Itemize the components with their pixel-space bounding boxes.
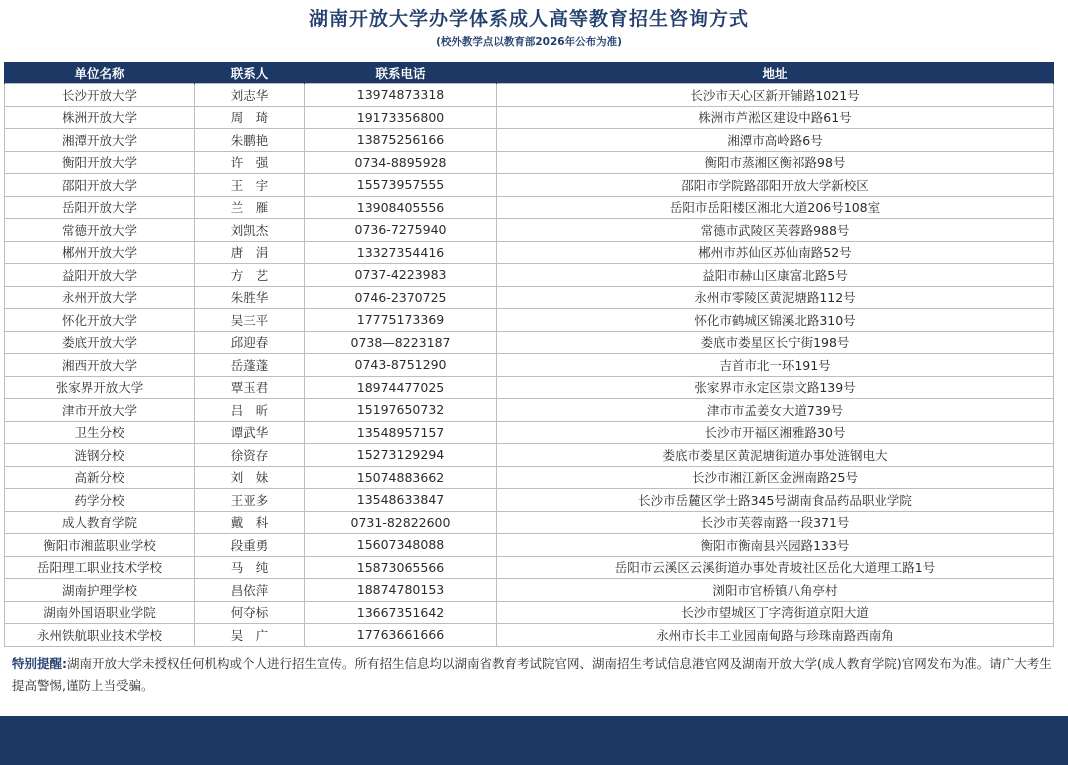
table-row: [5, 219, 1054, 242]
unit-name-cell: 衡阳开放大学: [5, 151, 195, 174]
address-cell: 娄底市娄星区长宁街198号: [497, 331, 1054, 354]
contact-person-cell: 吴三平: [195, 309, 305, 332]
table-row: [5, 174, 1054, 197]
phone-cell: 18974477025: [305, 376, 497, 399]
phone-cell: 15273129294: [305, 444, 497, 467]
table-row: [5, 601, 1054, 624]
contact-person-cell: 覃玉君: [195, 376, 305, 399]
contacts-table: [4, 62, 1054, 647]
phone-cell: 15074883662: [305, 466, 497, 489]
phone-cell: 13908405556: [305, 196, 497, 219]
phone-cell: 0736-7275940: [305, 219, 497, 242]
address-cell: 怀化市鹤城区锦溪北路310号: [497, 309, 1054, 332]
column-header-address: 地址: [497, 62, 1054, 84]
phone-cell: 19173356800: [305, 106, 497, 129]
phone-cell: 15197650732: [305, 399, 497, 422]
contact-person-cell: 戴 科: [195, 511, 305, 534]
contact-person-cell: 邱迎春: [195, 331, 305, 354]
phone-cell: 13327354416: [305, 241, 497, 264]
table-row: [5, 241, 1054, 264]
table-row: [5, 534, 1054, 557]
contact-person-cell: 吴 广: [195, 624, 305, 647]
contact-person-cell: 昌依萍: [195, 579, 305, 602]
address-cell: 吉首市北一环191号: [497, 354, 1054, 377]
phone-cell: 15607348088: [305, 534, 497, 557]
address-cell: 益阳市赫山区康富北路5号: [497, 264, 1054, 287]
contact-person-cell: 许 强: [195, 151, 305, 174]
column-header-unit: 单位名称: [5, 62, 195, 84]
phone-cell: 17775173369: [305, 309, 497, 332]
unit-name-cell: 永州开放大学: [5, 286, 195, 309]
table-row: [5, 331, 1054, 354]
unit-name-cell: 湘潭开放大学: [5, 129, 195, 152]
table-row: [5, 399, 1054, 422]
unit-name-cell: 岳阳开放大学: [5, 196, 195, 219]
contact-person-cell: 吕 昕: [195, 399, 305, 422]
phone-cell: 0737-4223983: [305, 264, 497, 287]
phone-cell: 13667351642: [305, 601, 497, 624]
notice-label: 特别提醒:: [12, 656, 67, 671]
footer-band: [0, 716, 1068, 765]
table-row: [5, 196, 1054, 219]
unit-name-cell: 涟钢分校: [5, 444, 195, 467]
unit-name-cell: 永州铁航职业技术学校: [5, 624, 195, 647]
unit-name-cell: 益阳开放大学: [5, 264, 195, 287]
unit-name-cell: 衡阳市湘蓝职业学校: [5, 534, 195, 557]
address-cell: 长沙市岳麓区学士路345号湖南食品药品职业学院: [497, 489, 1054, 512]
column-header-phone: 联系电话: [305, 62, 497, 84]
contact-person-cell: 朱胜华: [195, 286, 305, 309]
unit-name-cell: 常德开放大学: [5, 219, 195, 242]
address-cell: 衡阳市衡南县兴园路133号: [497, 534, 1054, 557]
contact-person-cell: 王 宇: [195, 174, 305, 197]
table-row: [5, 579, 1054, 602]
unit-name-cell: 张家界开放大学: [5, 376, 195, 399]
phone-cell: 13548633847: [305, 489, 497, 512]
notice-text: 湖南开放大学未授权任何机构或个人进行招生宣传。所有招生信息均以湖南省教育考试院官网、湖南招生考试信息港官网及湖南开放大学(成人教育学院)官网发布为准。请广大考生提高警惕,谨防上当受骗。: [12, 656, 1052, 693]
page-title: 湖南开放大学办学体系成人高等教育招生咨询方式: [308, 8, 749, 30]
address-cell: 长沙市芙蓉南路一段371号: [497, 511, 1054, 534]
table-row: [5, 286, 1054, 309]
table-row: [5, 354, 1054, 377]
contact-person-cell: 岳蓬蓬: [195, 354, 305, 377]
address-cell: 株洲市芦淞区建设中路61号: [497, 106, 1054, 129]
phone-cell: 15873065566: [305, 556, 497, 579]
unit-name-cell: 株洲开放大学: [5, 106, 195, 129]
unit-name-cell: 怀化开放大学: [5, 309, 195, 332]
contact-person-cell: 周 琦: [195, 106, 305, 129]
address-cell: 岳阳市岳阳楼区湘北大道206号108室: [497, 196, 1054, 219]
contact-person-cell: 刘 妹: [195, 466, 305, 489]
contact-person-cell: 王亚多: [195, 489, 305, 512]
unit-name-cell: 邵阳开放大学: [5, 174, 195, 197]
table-row: [5, 466, 1054, 489]
unit-name-cell: 湖南外国语职业学院: [5, 601, 195, 624]
unit-name-cell: 娄底开放大学: [5, 331, 195, 354]
table-row: [5, 556, 1054, 579]
unit-name-cell: 成人教育学院: [5, 511, 195, 534]
table-row: [5, 309, 1054, 332]
table-row: [5, 444, 1054, 467]
address-cell: 长沙市天心区新开铺路1021号: [497, 84, 1054, 107]
unit-name-cell: 湘西开放大学: [5, 354, 195, 377]
unit-name-cell: 长沙开放大学: [5, 84, 195, 107]
phone-cell: 13548957157: [305, 421, 497, 444]
address-cell: 娄底市娄星区黄泥塘街道办事处涟钢电大: [497, 444, 1054, 467]
contact-person-cell: 刘凯杰: [195, 219, 305, 242]
contact-person-cell: 徐资存: [195, 444, 305, 467]
contact-person-cell: 谭武华: [195, 421, 305, 444]
contact-person-cell: 刘志华: [195, 84, 305, 107]
address-cell: 常德市武陵区芙蓉路988号: [497, 219, 1054, 242]
contact-person-cell: 马 纯: [195, 556, 305, 579]
column-header-contact: 联系人: [195, 62, 305, 84]
table-body: [5, 84, 1054, 647]
contact-person-cell: 段重勇: [195, 534, 305, 557]
phone-cell: 0743-8751290: [305, 354, 497, 377]
table-row: [5, 489, 1054, 512]
contact-person-cell: 朱鹏艳: [195, 129, 305, 152]
unit-name-cell: 岳阳理工职业技术学校: [5, 556, 195, 579]
address-cell: 邵阳市学院路邵阳开放大学新校区: [497, 174, 1054, 197]
address-cell: 永州市零陵区黄泥塘路112号: [497, 286, 1054, 309]
table-row: [5, 264, 1054, 287]
address-cell: 张家界市永定区崇文路139号: [497, 376, 1054, 399]
table-row: [5, 84, 1054, 107]
table-row: [5, 129, 1054, 152]
phone-cell: 13875256166: [305, 129, 497, 152]
address-cell: 长沙市开福区湘雅路30号: [497, 421, 1054, 444]
address-cell: 永州市长丰工业园南甸路与珍珠南路西南角: [497, 624, 1054, 647]
table-row: [5, 376, 1054, 399]
address-cell: 郴州市苏仙区苏仙南路52号: [497, 241, 1054, 264]
table-row: [5, 421, 1054, 444]
table-row: [5, 106, 1054, 129]
table-row: [5, 511, 1054, 534]
unit-name-cell: 药学分校: [5, 489, 195, 512]
table-row: [5, 624, 1054, 647]
phone-cell: 0731-82822600: [305, 511, 497, 534]
phone-cell: 17763661666: [305, 624, 497, 647]
table-header-row: [5, 62, 1054, 84]
address-cell: 衡阳市蒸湘区衡祁路98号: [497, 151, 1054, 174]
page-subtitle: (校外教学点以教育部2026年公布为准): [436, 36, 622, 48]
phone-cell: 15573957555: [305, 174, 497, 197]
address-cell: 长沙市湘江新区金洲南路25号: [497, 466, 1054, 489]
unit-name-cell: 津市开放大学: [5, 399, 195, 422]
unit-name-cell: 湖南护理学校: [5, 579, 195, 602]
unit-name-cell: 高新分校: [5, 466, 195, 489]
contact-person-cell: 何夺标: [195, 601, 305, 624]
contact-person-cell: 方 艺: [195, 264, 305, 287]
contact-person-cell: 兰 雁: [195, 196, 305, 219]
address-cell: 津市市孟姜女大道739号: [497, 399, 1054, 422]
address-cell: 长沙市望城区丁字湾街道京阳大道: [497, 601, 1054, 624]
notice: [12, 653, 1056, 697]
contact-person-cell: 唐 涓: [195, 241, 305, 264]
unit-name-cell: 郴州开放大学: [5, 241, 195, 264]
phone-cell: 0746-2370725: [305, 286, 497, 309]
unit-name-cell: 卫生分校: [5, 421, 195, 444]
phone-cell: 0734-8895928: [305, 151, 497, 174]
phone-cell: 18874780153: [305, 579, 497, 602]
address-cell: 浏阳市官桥镇八角亭村: [497, 579, 1054, 602]
address-cell: 岳阳市云溪区云溪街道办事处青坡社区岳化大道理工路1号: [497, 556, 1054, 579]
phone-cell: 13974873318: [305, 84, 497, 107]
table-row: [5, 151, 1054, 174]
address-cell: 湘潭市高岭路6号: [497, 129, 1054, 152]
phone-cell: 0738—8223187: [305, 331, 497, 354]
